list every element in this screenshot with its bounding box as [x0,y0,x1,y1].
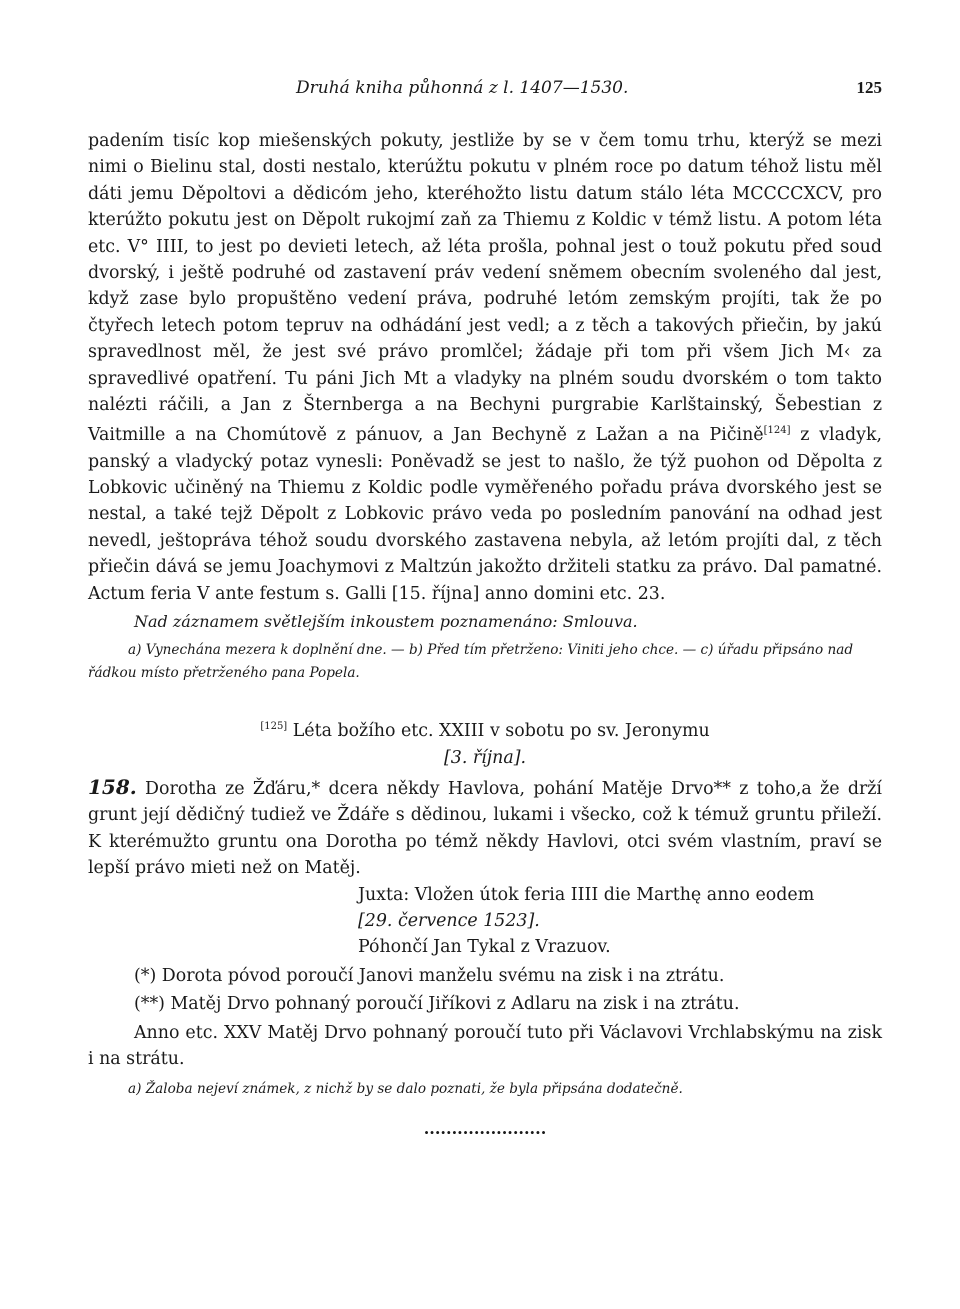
juxta-block [358,882,882,961]
footnote: a) Žaloba nejeví známek, z nichž by se dalo poznati, že byla připsána dodatečně. [128,1081,683,1098]
date-heading-bracket: [3. října]. [443,747,527,768]
entry [88,774,882,882]
paragraph [88,128,882,607]
entry-text: Dorotha ze Žďáru,* dcera někdy Havlova, pohání Matěje Drvo** z toho,a že drží grunt její dědičný tudiež ve Ždáře s dědinou, lukami i všecko, což k témuž gruntu přileží. K kterémužto gruntu ona Dorotha po témž někdy Havlovi, otci svém vlastním, praví se lepší právo mieti než on Matěj. [88,778,882,879]
note-star-2: (**) Matěj Drvo pohnaný poroučí Jiříkovi z Adlaru na zisk i na ztrátu. [134,994,740,1015]
juxta-date: [29. července 1523]. [358,910,540,931]
date-heading-text: Léta božího etc. XXIII v sobotu po sv. Jeronymu [292,720,710,741]
running-head [88,78,882,104]
footnote: a) Vynechána mezera k doplnění dne. — b) Před tím přetrženo: Viniti jeho chce. — c) úřadu připsáno nad řádkou místo přetrženého pana Popela. [88,642,854,682]
date-heading [88,713,882,772]
marginal-number: [125] [260,721,288,733]
running-title: Druhá kniha půhonná z l. 1407—1530. [296,78,629,98]
page-number: 125 [856,78,882,97]
divider: ...................... [423,1119,547,1139]
note-anno: Anno etc. XXV Matěj Drvo pohnaný poroučí tuto při Václavovi Vrchlabskýmu na zisk i na strátu. [88,1022,882,1069]
entry-number: 158. [88,774,137,799]
juxta-bailiff: Póhončí Jan Tykal z Vrazuov. [358,937,611,958]
paragraph-text: padením tisíc kop miešenských pokuty, jestliže by se v čem tomu trhu, kterýž se mezi nimi o Bielinu stal, dosti nestalo, kterúžtu pokutu v plném roce po datum téhož listu měl dáti jemu Děpoltovi a dědicóm jeho, kteréhožto listu datum stálo léta MCCCCXCV, pro kterúžto pokutu jest on Děpolt rukojmí zaň za Thiemu z Koldic v témž listu. A potom léta etc. V° IIII, to jest po devieti letech, až léta prošla, pohnal jest o touž pokutu před soud dvorský, i ještě podruhé od zastavení práv vedení sněmem obecním svoleného dal jest, když zase bylo propuštěno vedení práva, podruhé letóm zemským projíti, tak že po čtyřech letech potom tepruv na odhádání jest vedl; a z těch a takových přiečin, by jakú spravedlnost měl, že jest své právo promlčel; žádaje při tom při všem Jich M‹ za spravedlivé opatření. Tu páni Jich Mt a vladyky na plném soudu dvorském o tom takto nalézti ráčili, a Jan z Šternberga a na Bechyni purgrabie Karlštainský, Šebestian z Vaitmille a na Chomútově z pánuov, a Jan Bechyně z Lažan a na Pičině [88,131,882,446]
note-star-1: (*) Dorota póvod poroučí Janovi manželu svému na zisk i na ztrátu. [134,965,725,986]
paragraph-text-continued: z vladyk, panský a vladycký potaz vynesli: Poněvadž se jest to našlo, že týž puohon od Děpolta z Lobkovic učiněný na Thiemu z Koldic podle vyměřeného pořadu práva dvorského jest se nestal, a také tejž Děpolt z Lobkovic právo veda po posledním panování na odhad jest nevedl, ještoprávа téhož soudu dvorského zastavena nebyla, až letóm projíti dal, z těch přiečin dává se jemu Joachymovi z Maltzún jakožto držiteli statku za právo. Dal pamatné. Actum feria V ante festum s. Galli [15. října] anno domini etc. 23. [88,425,883,604]
document-page [88,78,882,1138]
editorial-note: Nad záznamem světlejším inkoustem poznamenáno: Smlouva. [134,612,638,632]
marginal-number: [124] [763,425,791,437]
body-text [88,128,882,607]
juxta-line: Juxta: Vložen útok feria IIII die Marthę anno eodem [358,884,815,905]
